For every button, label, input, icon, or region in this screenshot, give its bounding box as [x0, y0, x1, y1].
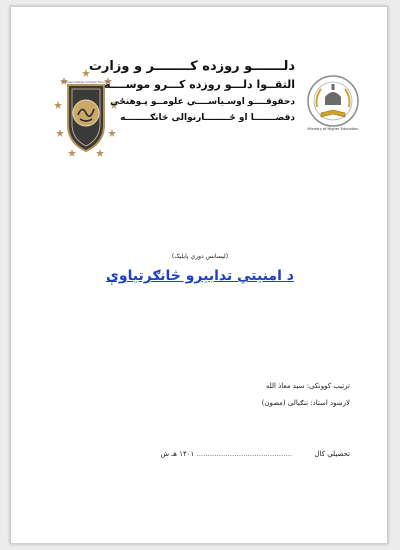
- academic-year-field: [160, 450, 350, 458]
- academic-year-dots: ...........................................: [196, 450, 293, 458]
- degree-note: (لیسانس دوري پایلیک): [171, 253, 229, 260]
- ministry-logo: [305, 73, 361, 133]
- wheat-right-icon: [345, 89, 350, 107]
- institution-header: [88, 59, 295, 123]
- prepared-by-label: ترتیب کوونکی:: [306, 382, 350, 390]
- academic-year-label: تحصیلي کال: [314, 450, 350, 458]
- header-line-department: دقضـــــــا او ځــــــــارنوالى څانګــــــــه: [120, 112, 295, 123]
- book-icon: [321, 110, 345, 117]
- logo-caption: Al Taqwa Institute of Higher Education: [61, 81, 111, 84]
- prepared-by-value: سید معاذ الله: [265, 382, 305, 390]
- logo-caption: Ministry of Higher Education: [307, 127, 359, 131]
- prepared-by-field: [266, 382, 350, 390]
- header-line-ministry: دلـــــــو روزده كــــــــر و وزارت: [88, 59, 295, 74]
- supervisor-value: ننګیالی (مصون): [261, 399, 309, 407]
- wheat-left-icon: [317, 89, 322, 107]
- supervisor-label: لارښود استاد:: [310, 399, 350, 407]
- thesis-title: د امنيتي تدابيرو څانګرتياوې: [106, 268, 294, 284]
- header-line-faculty: دحقوقــــو اوسـياســــي علومــو پـوهنځى: [110, 96, 295, 107]
- supervisor-field: [262, 399, 350, 407]
- academic-year-value: ۱۴۰۱ هـ ش: [160, 450, 195, 458]
- header-line-institute: التقــوا دلـــو روزده كـــرو موســــه: [104, 77, 295, 91]
- mosque-emblem: [325, 92, 341, 105]
